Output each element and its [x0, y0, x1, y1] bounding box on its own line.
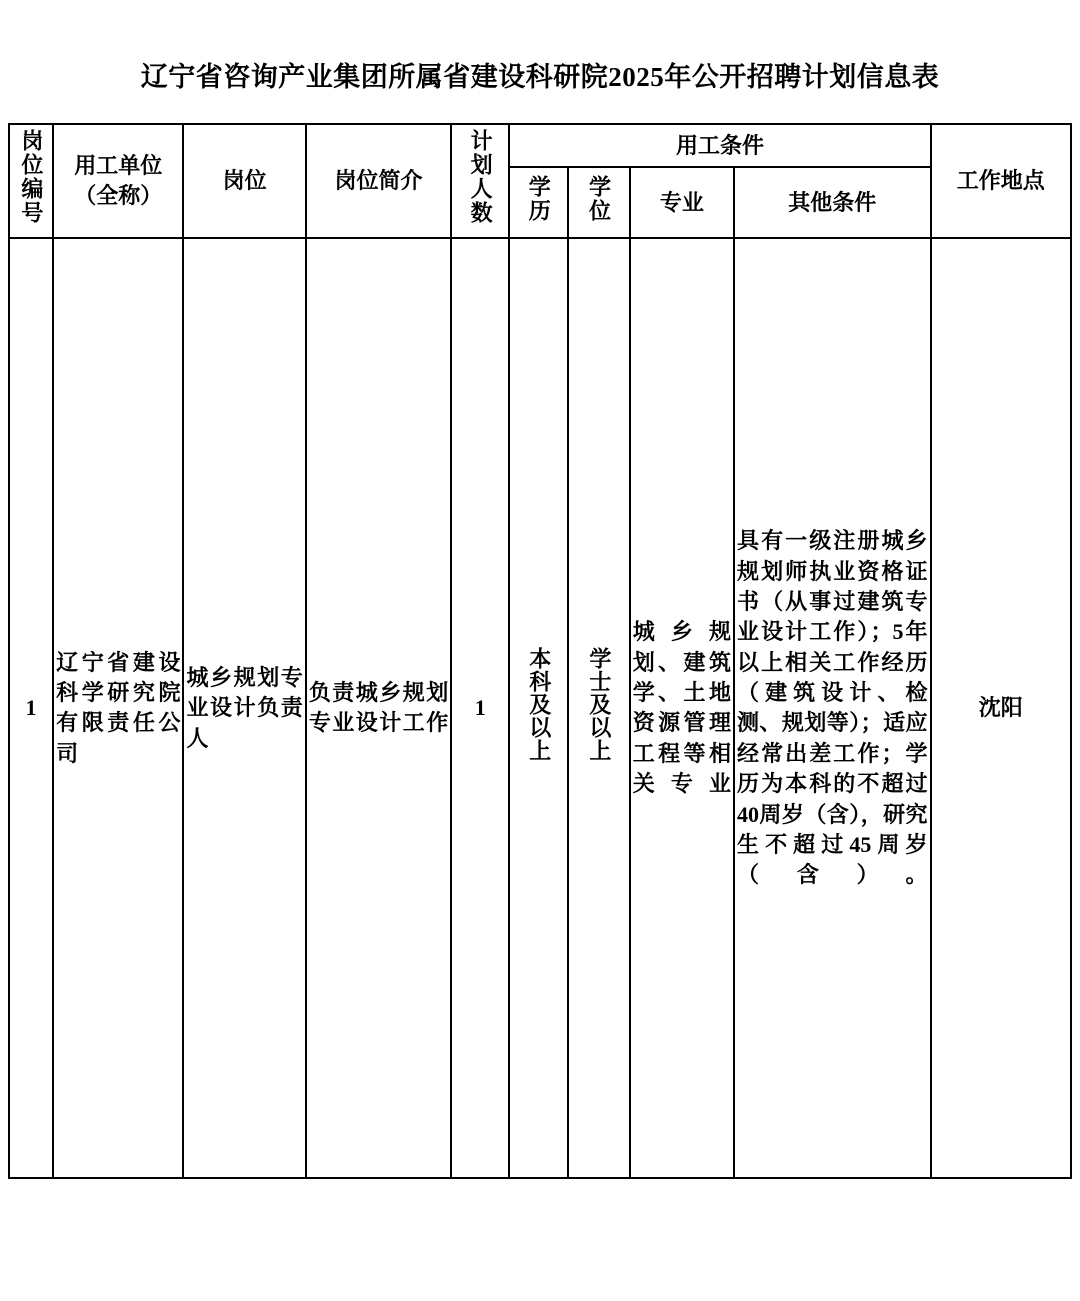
column-header-no [9, 124, 53, 238]
page-title: 辽宁省咨询产业集团所属省建设科研院2025年公开招聘计划信息表 [140, 62, 940, 92]
column-header-unit-label: 用工单位（全称） [74, 152, 163, 209]
cell-degree [568, 238, 630, 1178]
cell-education [509, 238, 567, 1178]
column-header-no-label: 岗位编号 [18, 129, 44, 226]
cell-unit [53, 238, 183, 1178]
cell-other-text: 具有一级注册城乡规划师执业资格证书（从事过建筑专业设计工作）；5年以上相关工作经历（建筑设计、检测、规划等）；适应经常出差工作；学历为本科的不超过40周岁（含），研究生不超过45周岁（含）。 [736, 528, 928, 888]
column-header-group-conditions [509, 124, 930, 167]
cell-no: 1 [9, 238, 53, 1178]
cell-desc-text: 负责城乡规划专业设计工作 [308, 680, 449, 736]
column-header-major [630, 167, 734, 238]
column-header-degree [568, 167, 630, 238]
cell-major [630, 238, 734, 1178]
table-row [9, 238, 1071, 1178]
table-header [9, 124, 1071, 238]
header-row-1 [9, 124, 1071, 167]
column-header-plan-count [451, 124, 509, 238]
recruitment-plan-table [8, 123, 1072, 1179]
column-header-other-label: 其他条件 [788, 189, 877, 215]
column-header-post [183, 124, 305, 238]
column-header-unit [53, 124, 183, 238]
table-body [9, 238, 1071, 1178]
cell-major-text: 城乡规划、建筑学、土地资源管理工程等相关专业 [632, 619, 731, 797]
column-header-workplace [931, 124, 1071, 238]
column-header-group-conditions-label: 用工条件 [675, 132, 764, 158]
cell-other [734, 238, 931, 1178]
cell-post [183, 238, 305, 1178]
title-container [0, 0, 1080, 123]
column-header-desc [306, 124, 451, 238]
column-header-education-label: 学历 [526, 174, 552, 223]
column-header-education [509, 167, 567, 238]
cell-post-text: 城乡规划专业设计负责人 [186, 664, 303, 751]
cell-workplace: 沈阳 [931, 238, 1071, 1178]
column-header-degree-label: 学位 [586, 174, 612, 223]
cell-plan-count: 1 [451, 238, 509, 1178]
column-header-workplace-label: 工作地点 [956, 168, 1045, 194]
column-header-plan-count-label: 计划人数 [468, 129, 494, 226]
cell-unit-text: 辽宁省建设科学研究院有限责任公司 [56, 649, 181, 766]
column-header-post-label: 岗位 [222, 168, 267, 194]
cell-desc [306, 238, 451, 1178]
column-header-desc-label: 岗位简介 [334, 168, 423, 194]
column-header-major-label: 专业 [659, 189, 704, 215]
cell-degree-text: 学士及以上 [586, 646, 612, 762]
column-header-other [734, 167, 931, 238]
cell-education-text: 本科及以上 [526, 646, 552, 762]
